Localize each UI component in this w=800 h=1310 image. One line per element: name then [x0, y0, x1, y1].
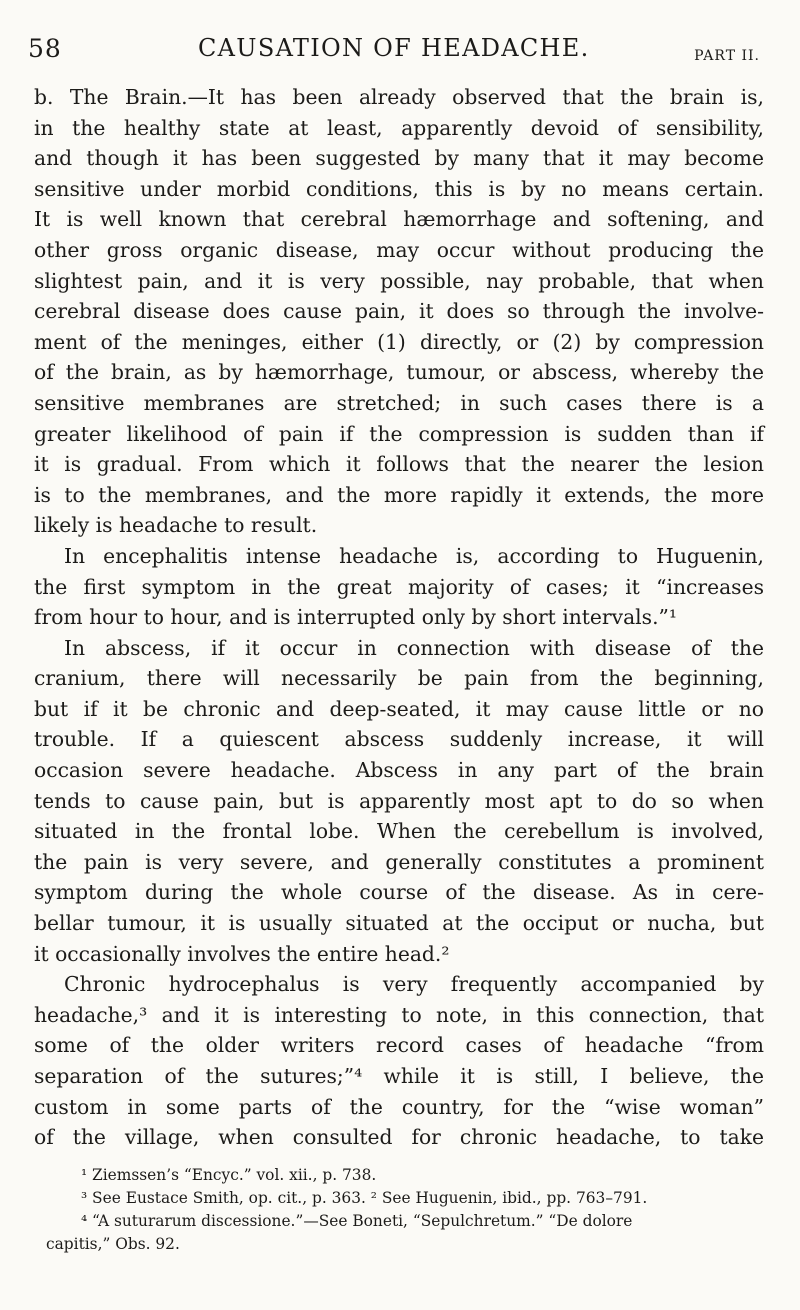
text-line: It is well known that cerebral hæmorrhage and softening, and [34, 207, 764, 232]
footnote: ⁴ “A suturarum discessione.”—See Boneti, “Sepulchretum.” “De dolore [81, 1212, 633, 1230]
text-line: occasion severe headache. Abscess in any part of the brain [34, 758, 764, 783]
text-line: some of the older writers record cases of headache “from [34, 1033, 764, 1058]
text-line: from hour to hour, and is interrupted only by short intervals.”¹ [34, 605, 678, 630]
text-line: but if it be chronic and deep-seated, it may cause little or no [34, 696, 764, 721]
text-line: is to the membranes, and the more rapidly it extends, the more [34, 482, 764, 507]
page-number: 58 [28, 34, 62, 63]
footnote: ³ See Eustace Smith, op. cit., p. 363. ² See Huguenin, ibid., pp. 763–791. [81, 1189, 648, 1207]
text-line: b. The Brain.—It has been already observed that the brain is, [34, 85, 764, 109]
text-line: likely is headache to result. [34, 513, 318, 538]
footnote: capitis,” Obs. 92. [46, 1235, 180, 1253]
text-line: ment of the meninges, either (1) directly, or (2) by compression [34, 329, 764, 354]
text-line: cerebral disease does cause pain, it does so through the involve- [34, 299, 764, 324]
text-line: in the healthy state at least, apparently devoid of sensibility, [34, 115, 764, 140]
text-line: greater likelihood of pain if the compression is sudden than if [34, 421, 764, 446]
text-line: custom in some parts of the country, for the “wise woman” [34, 1094, 764, 1119]
text-line: bellar tumour, it is usually situated at the occiput or nucha, but [34, 911, 764, 936]
text-line: of the village, when consulted for chronic headache, to take [34, 1125, 764, 1150]
body-text [34, 82, 764, 1153]
page-header [28, 34, 768, 70]
text-line: sensitive under morbid conditions, this is by no means certain. [34, 176, 764, 201]
text-line: In encephalitis intense headache is, according to Huguenin, [64, 543, 764, 568]
text-line: Chronic hydrocephalus is very frequently accompanied by [64, 972, 764, 997]
footnote: ¹ Ziemssen’s “Encyc.” vol. xii., p. 738. [81, 1166, 377, 1184]
text-line: the first symptom in the great majority of cases; it “increases [34, 574, 764, 599]
running-title: CAUSATION OF HEADACHE. [198, 34, 590, 62]
text-line: of the brain, as by hæmorrhage, tumour, or abscess, whereby the [34, 360, 764, 385]
text-line: headache,³ and it is interesting to note, in this connection, that [34, 1002, 764, 1027]
footnotes [46, 1164, 768, 1256]
text-line: tends to cause pain, but is apparently most apt to do so when [34, 788, 764, 813]
text-line: it occasionally involves the entire head.² [34, 941, 450, 966]
text-line: sensitive membranes are stretched; in such cases there is a [34, 390, 764, 415]
text-line: symptom during the whole course of the disease. As in cere- [34, 880, 764, 905]
text-line: situated in the frontal lobe. When the cerebellum is involved, [34, 819, 764, 844]
text-line: other gross organic disease, may occur without producing the [34, 237, 764, 262]
text-line: the pain is very severe, and generally constitutes a prominent [34, 849, 764, 874]
text-line: cranium, there will necessarily be pain from the beginning, [34, 666, 764, 691]
text-line: In abscess, if it occur in connection with disease of the [64, 635, 764, 660]
text-line: trouble. If a quiescent abscess suddenly increase, it will [34, 727, 764, 752]
part-label: PART II. [694, 48, 760, 64]
text-line: slightest pain, and it is very possible, nay probable, that when [34, 268, 764, 293]
text-line: it is gradual. From which it follows that the nearer the lesion [34, 452, 764, 477]
text-line: separation of the sutures;”⁴ while it is still, I believe, the [34, 1064, 764, 1088]
text-line: and though it has been suggested by many that it may become [34, 146, 764, 171]
